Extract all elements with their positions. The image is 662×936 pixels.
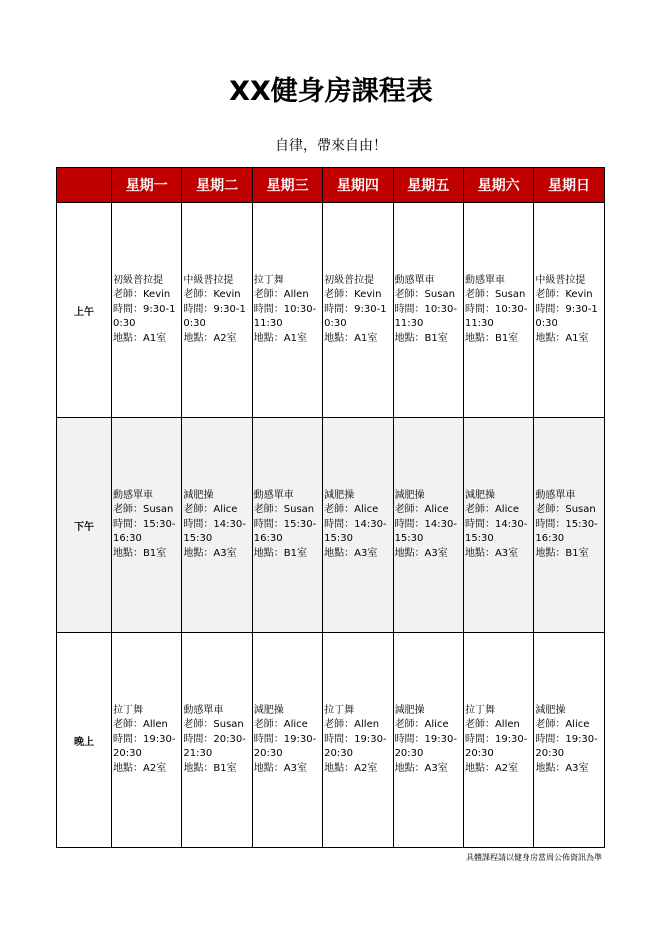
class-time: 時間：15:30-16:30 (535, 518, 598, 545)
day-header: 星期一 (112, 168, 182, 203)
class-room: 地點：A1室 (324, 332, 378, 344)
class-cell (463, 418, 533, 633)
class-cell (252, 203, 322, 418)
class-teacher: 老師：Alice (394, 719, 449, 731)
class-time: 時間：14:30-15:30 (464, 518, 528, 545)
class-teacher: 老師：Allen (113, 719, 168, 731)
footnote: 具體課程請以健身房當周公佈資訊為準 (466, 853, 602, 862)
class-course: 動感單車 (183, 704, 224, 716)
class-course: 初級普拉提 (324, 274, 375, 286)
class-course: 動感單車 (113, 489, 153, 501)
class-teacher: 老師：Alice (324, 504, 379, 516)
class-cell (323, 418, 393, 633)
class-cell (182, 203, 252, 418)
class-room: 地點：A2室 (183, 332, 237, 344)
class-course: 拉丁舞 (113, 704, 143, 716)
class-time: 時間：14:30-15:30 (394, 518, 457, 545)
class-room: 地點：A3室 (394, 547, 448, 559)
class-room: 地點：A2室 (113, 762, 167, 774)
class-cell (182, 418, 252, 633)
class-teacher: 老師：Susan (535, 504, 596, 516)
period-row (57, 418, 605, 633)
class-course: 減肥操 (324, 489, 355, 501)
class-course: 減肥操 (253, 704, 284, 716)
class-room: 地點：A3室 (253, 762, 307, 774)
class-cell (112, 418, 182, 633)
class-room: 地點：B1室 (394, 332, 448, 344)
class-room: 地點：B1室 (535, 547, 589, 559)
class-time: 時間：9:30-10:30 (535, 303, 598, 330)
day-header: 星期二 (182, 168, 252, 203)
header-row (57, 168, 605, 203)
class-cell (323, 203, 393, 418)
class-teacher: 老師：Allen (324, 719, 380, 731)
class-course: 初級普拉提 (113, 274, 163, 286)
class-teacher: 老師：Alice (535, 719, 590, 731)
class-cell (393, 633, 463, 848)
class-course: 減肥操 (394, 489, 425, 501)
class-room: 地點：A1室 (535, 332, 589, 344)
class-cell (182, 633, 252, 848)
class-time: 時間：10:30-11:30 (253, 303, 317, 330)
class-cell (393, 418, 463, 633)
class-course: 動感單車 (464, 274, 505, 286)
class-time: 時間：19:30-20:30 (253, 733, 317, 760)
class-time: 時間：19:30-20:30 (464, 733, 528, 760)
class-course: 中級普拉提 (535, 274, 586, 286)
header-corner (57, 168, 112, 203)
class-cell (534, 418, 604, 633)
class-room: 地點：B1室 (253, 547, 308, 559)
class-course: 動感單車 (394, 274, 435, 286)
class-time: 時間：10:30-11:30 (464, 303, 528, 330)
class-teacher: 老師：Allen (253, 289, 309, 301)
class-cell (252, 418, 322, 633)
class-time: 時間：9:30-10:30 (113, 303, 176, 330)
class-time: 時間：19:30-20:30 (324, 733, 387, 760)
class-room: 地點：A3室 (324, 547, 378, 559)
period-row (57, 203, 605, 418)
class-teacher: 老師：Alice (253, 719, 308, 731)
class-course: 中級普拉提 (183, 274, 234, 286)
class-teacher: 老師：Kevin (183, 289, 241, 301)
day-header: 星期四 (323, 168, 393, 203)
class-room: 地點：A3室 (394, 762, 448, 774)
class-teacher: 老師：Alice (464, 504, 520, 516)
class-cell (534, 203, 604, 418)
class-time: 時間：15:30-16:30 (113, 518, 176, 545)
class-time: 時間：14:30-15:30 (324, 518, 387, 545)
class-room: 地點：B1室 (464, 332, 519, 344)
class-time: 時間：19:30-20:30 (535, 733, 598, 760)
class-time: 時間：10:30-11:30 (394, 303, 457, 330)
schedule-table (56, 167, 605, 848)
period-row (57, 633, 605, 848)
class-teacher: 老師：Susan (113, 504, 174, 516)
period-label: 晚上 (57, 633, 112, 848)
class-course: 拉丁舞 (324, 704, 355, 716)
class-cell (112, 633, 182, 848)
class-course: 減肥操 (535, 704, 566, 716)
class-room: 地點：A3室 (464, 547, 519, 559)
class-teacher: 老師：Susan (253, 504, 315, 516)
class-cell (463, 203, 533, 418)
class-cell (112, 203, 182, 418)
class-cell (252, 633, 322, 848)
class-time: 時間：19:30-20:30 (394, 733, 457, 760)
class-course: 拉丁舞 (253, 274, 284, 286)
class-course: 動感單車 (253, 489, 294, 501)
class-room: 地點：A2室 (324, 762, 378, 774)
class-course: 減肥操 (394, 704, 425, 716)
class-room: 地點：A1室 (113, 332, 167, 344)
class-course: 動感單車 (535, 489, 576, 501)
class-time: 時間：9:30-10:30 (183, 303, 246, 330)
class-cell (534, 633, 604, 848)
class-course: 減肥操 (183, 489, 214, 501)
class-room: 地點：B1室 (183, 762, 237, 774)
class-cell (323, 633, 393, 848)
period-label: 上午 (57, 203, 112, 418)
class-teacher: 老師：Kevin (113, 289, 171, 301)
class-teacher: 老師：Susan (183, 719, 244, 731)
class-time: 時間：9:30-10:30 (324, 303, 387, 330)
class-time: 時間：19:30-20:30 (113, 733, 176, 760)
class-room: 地點：B1室 (113, 547, 167, 559)
period-label: 下午 (57, 418, 112, 633)
day-header: 星期三 (252, 168, 322, 203)
class-teacher: 老師：Susan (394, 289, 455, 301)
class-room: 地點：A3室 (535, 762, 589, 774)
class-teacher: 老師：Kevin (324, 289, 382, 301)
class-room: 地點：A2室 (464, 762, 519, 774)
class-cell (393, 203, 463, 418)
page-subtitle: 自律，帶來自由！ (275, 138, 387, 154)
class-cell (463, 633, 533, 848)
day-header: 星期六 (463, 168, 533, 203)
class-teacher: 老師：Susan (464, 289, 526, 301)
class-time: 時間：15:30-16:30 (253, 518, 317, 545)
class-time: 時間：20:30-21:30 (183, 733, 246, 760)
class-course: 減肥操 (464, 489, 495, 501)
class-room: 地點：A3室 (183, 547, 237, 559)
class-teacher: 老師：Allen (464, 719, 520, 731)
class-teacher: 老師：Kevin (535, 289, 593, 301)
day-header: 星期五 (393, 168, 463, 203)
class-teacher: 老師：Alice (394, 504, 449, 516)
class-course: 拉丁舞 (464, 704, 495, 716)
class-time: 時間：14:30-15:30 (183, 518, 246, 545)
class-room: 地點：A1室 (253, 332, 307, 344)
class-teacher: 老師：Alice (183, 504, 238, 516)
page-title: XX健身房課程表 (229, 76, 433, 107)
day-header: 星期日 (534, 168, 604, 203)
